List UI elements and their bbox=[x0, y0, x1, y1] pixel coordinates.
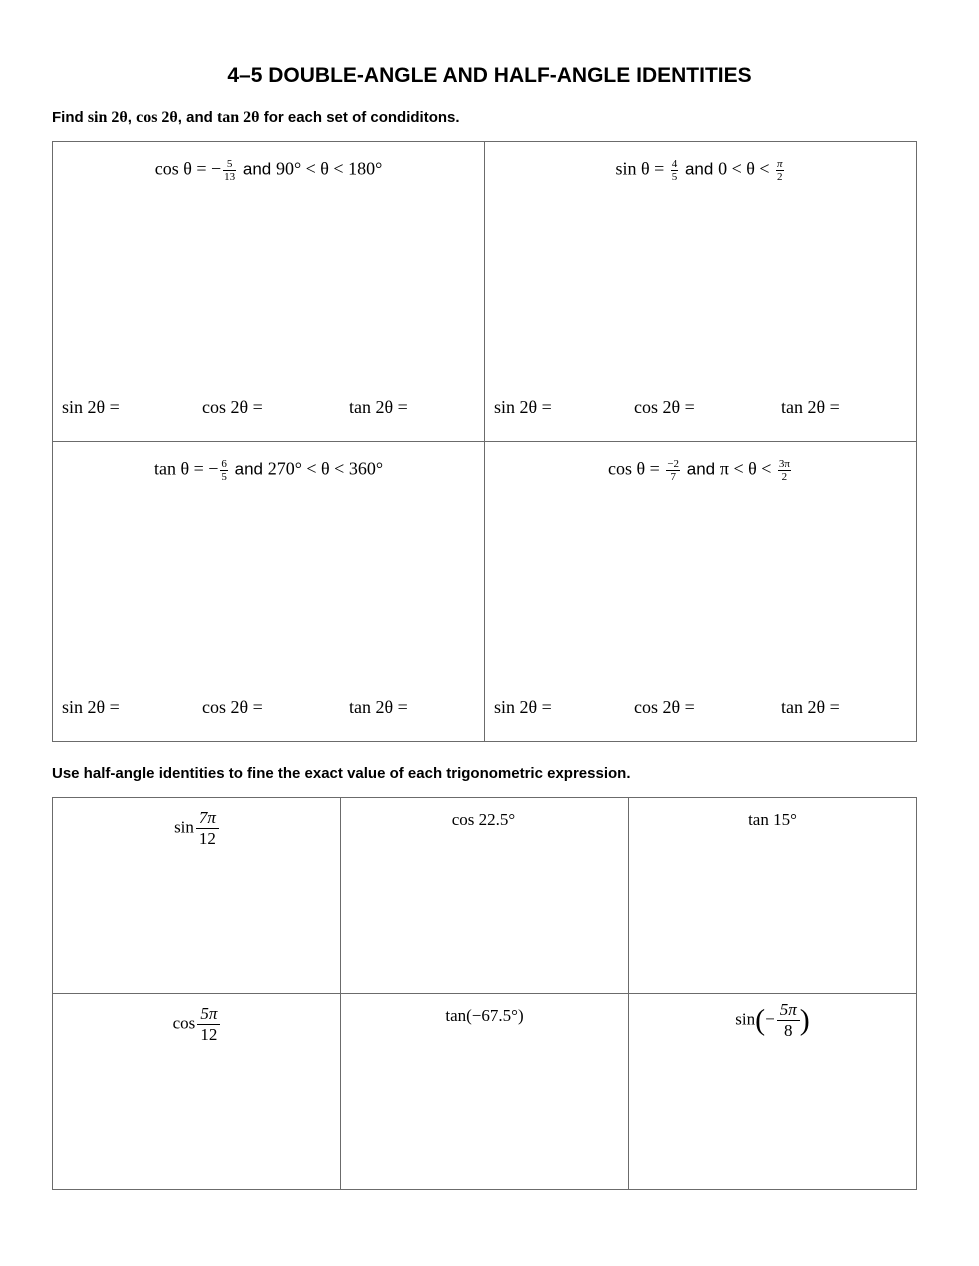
tan-answer-label: tan 2θ = bbox=[349, 697, 408, 717]
expression-cell bbox=[341, 994, 629, 1190]
sin-answer-label: sin 2θ = bbox=[494, 697, 552, 717]
problem-cell bbox=[485, 442, 917, 742]
expression-cell bbox=[629, 798, 917, 994]
double-angle-instructions: Find sin 2θ, cos 2θ, and tan 2θ for each set of condiditons. bbox=[52, 109, 460, 126]
sin-answer-label: sin 2θ = bbox=[494, 397, 552, 417]
page-title: 4–5 DOUBLE-ANGLE AND HALF-ANGLE IDENTITIES bbox=[227, 64, 752, 87]
expression: sin $\frac{7\pi}{12}$ bbox=[53, 808, 340, 849]
half-angle-grid bbox=[52, 797, 917, 1190]
problem-cell bbox=[53, 442, 485, 742]
tan-answer-label: tan 2θ = bbox=[781, 397, 840, 417]
problem-condition: cos θ = − $\frac{5}{13}$ and 90° < θ < 180° bbox=[154, 158, 383, 183]
expression: cos 22.5° bbox=[451, 810, 516, 829]
expression: tan(−67.5°) bbox=[445, 1006, 524, 1025]
half-angle-instructions: Use half-angle identities to fine the exact value of each trigonometric expression. bbox=[52, 765, 631, 782]
answer-row bbox=[53, 397, 484, 421]
cos-answer-label: cos 2θ = bbox=[634, 697, 695, 717]
tan-answer-label: tan 2θ = bbox=[349, 397, 408, 417]
expression-cell bbox=[341, 798, 629, 994]
answer-row bbox=[485, 397, 916, 421]
expression-cell bbox=[53, 798, 341, 994]
expression-cell bbox=[629, 994, 917, 1190]
double-angle-grid bbox=[52, 141, 917, 742]
problem-cell bbox=[53, 142, 485, 442]
problem-condition: cos θ = $\frac{-2}{7}$ and π < θ < $\frac{3\pi}{2}$ bbox=[608, 458, 790, 483]
problem-condition: sin θ = $\frac{4}{5}$ and 0 < θ < $\frac{\pi}{2}$ bbox=[615, 158, 783, 183]
expression: cos $\frac{5\pi}{12}$ bbox=[53, 1004, 340, 1045]
problem-cell bbox=[485, 142, 917, 442]
expression: sin(− $\frac{5\pi}{8}$ ) bbox=[735, 1000, 810, 1040]
cos-answer-label: cos 2θ = bbox=[634, 397, 695, 417]
sin-answer-label: sin 2θ = bbox=[62, 397, 120, 417]
answer-row bbox=[53, 697, 484, 721]
cos-answer-label: cos 2θ = bbox=[202, 397, 263, 417]
tan-answer-label: tan 2θ = bbox=[781, 697, 840, 717]
answer-row bbox=[485, 697, 916, 721]
cos-answer-label: cos 2θ = bbox=[202, 697, 263, 717]
expression: tan 15° bbox=[748, 810, 797, 829]
sin-answer-label: sin 2θ = bbox=[62, 697, 120, 717]
problem-condition: tan θ = − $\frac{6}{5}$ and 270° < θ < 360° bbox=[153, 458, 384, 483]
expression-cell bbox=[53, 994, 341, 1190]
